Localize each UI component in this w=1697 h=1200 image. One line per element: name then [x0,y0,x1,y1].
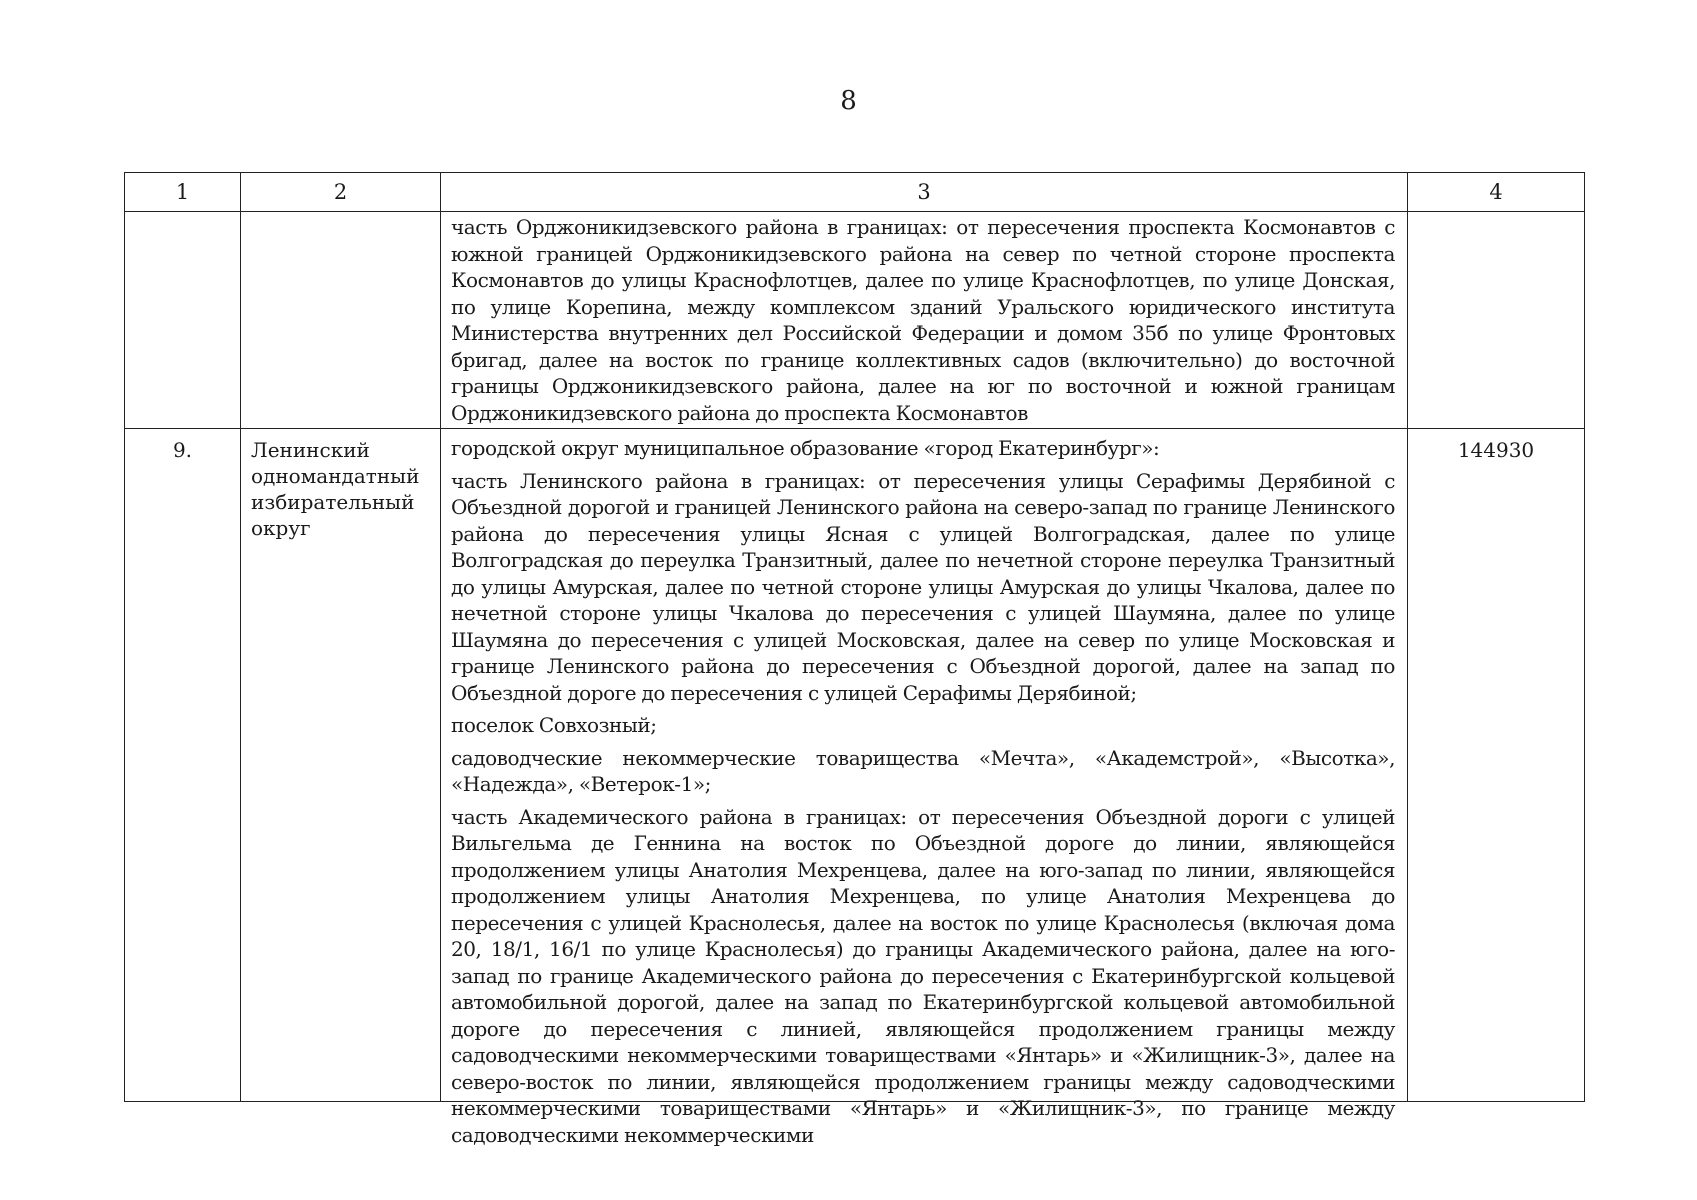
district-name-line: одномандатный [251,464,420,488]
header-row [125,173,1585,212]
district-table [124,172,1585,1147]
page-number: 8 [840,86,857,116]
boundary-paragraph: поселок Совхозный; [451,713,657,737]
boundary-paragraph: часть Ленинского района в границах: от пересечения улицы Серафимы Дерябиной с Объездной дорогой и границей Ленинского района на северо-запад по границе Ленинского района до пересечения улицы Ясная с улицей Волгоградская, далее по улице Волгоградская до переулка Транзитный, далее по нечетной стороне переулка Транзитный до улицы Амурская, далее по четной стороне улицы Амурская до улицы Чкалова, далее по нечетной стороне улицы Чкалова до пересечения с улицей Шаумяна, далее по улице Шаумяна до пересечения с улицей Московская, далее на север по улице Московская и границе Ленинского района до пересечения с Объездной дорогой, далее на запад по Объездной дороге до пересечения с улицей Серафимы Дерябиной; [451,468,1395,705]
row-number-cell [125,212,241,429]
boundary-paragraph: часть Орджоникидзевского района в границах: от пересечения проспекта Космонавтов с южной границей Орджоникидзевского района на север по четной стороне проспекта Космонавтов до улицы Краснофлотцев, далее по улице Краснофлотцев, по улице Донская, по улице Корепина, между комплексом зданий Уральского юридического института Министерства внутренних дел Российской Федерации и домом 35б по улице Фронтовых бригад, далее на восток по границе коллективных садов (включительно) до восточной границы Орджоникидзевского района, далее на юг по восточной и южной границам Орджоникидзевского района до проспекта Космонавтов [451,215,1395,425]
boundary-description-cell [441,429,1408,1147]
district-name-line: избирательный [251,490,415,514]
header-col-3: 3 [441,173,1408,212]
boundary-paragraph: городской округ муниципальное образование «город Екатеринбург»: [451,436,1160,460]
boundary-text-block [451,435,1395,1147]
table-row-district-9 [125,429,1585,1102]
header-col-1: 1 [125,173,241,212]
district-name-line: Ленинский [251,438,370,462]
voter-count-cell [1408,212,1585,429]
boundary-paragraph: часть Академического района в границах: от пересечения Объездной дороги с улицей Вильгельма де Геннина на восток по Объездной дороге до линии, являющейся продолжением улицы Анатолия Мехренцева, далее на юго-запад по линии, являющейся продолжением улицы Анатолия Мехренцева, по улице Анатолия Мехренцева до пересечения с улицей Краснолесья, далее на восток по улице Краснолесья (включая дома 20, 18/1, 16/1 по улице Краснолесья) до границы Академического района, далее на юго-запад по границе Академического района до пересечения с Екатеринбургской кольцевой автомобильной дорогой, далее на запад по Екатеринбургской кольцевой автомобильной дороге до пересечения с линией, являющейся продолжением границы между садоводческими некоммерческими товариществами «Янтарь» и «Жилищник-3», далее на северо-восток по линии, являющейся продолжением границы между садоводческими некоммерческими товариществами «Янтарь» и «Жилищник-3», по границе между садоводческими некоммерческими [451,804,1395,1147]
district-name-cell [241,429,441,1102]
header-col-2: 2 [241,173,441,212]
boundary-description-cell [441,212,1408,429]
voter-count-cell: 144930 [1408,429,1585,1102]
table-row-continuation [125,212,1585,429]
district-name-line: округ [251,516,311,540]
header-col-4: 4 [1408,173,1585,212]
row-number-cell: 9. [125,429,241,1102]
boundary-paragraph: садоводческие некоммерческие товарищества «Мечта», «Академстрой», «Высотка», «Надежда», «Ветерок-1»; [451,745,1395,796]
district-name-cell [241,212,441,429]
